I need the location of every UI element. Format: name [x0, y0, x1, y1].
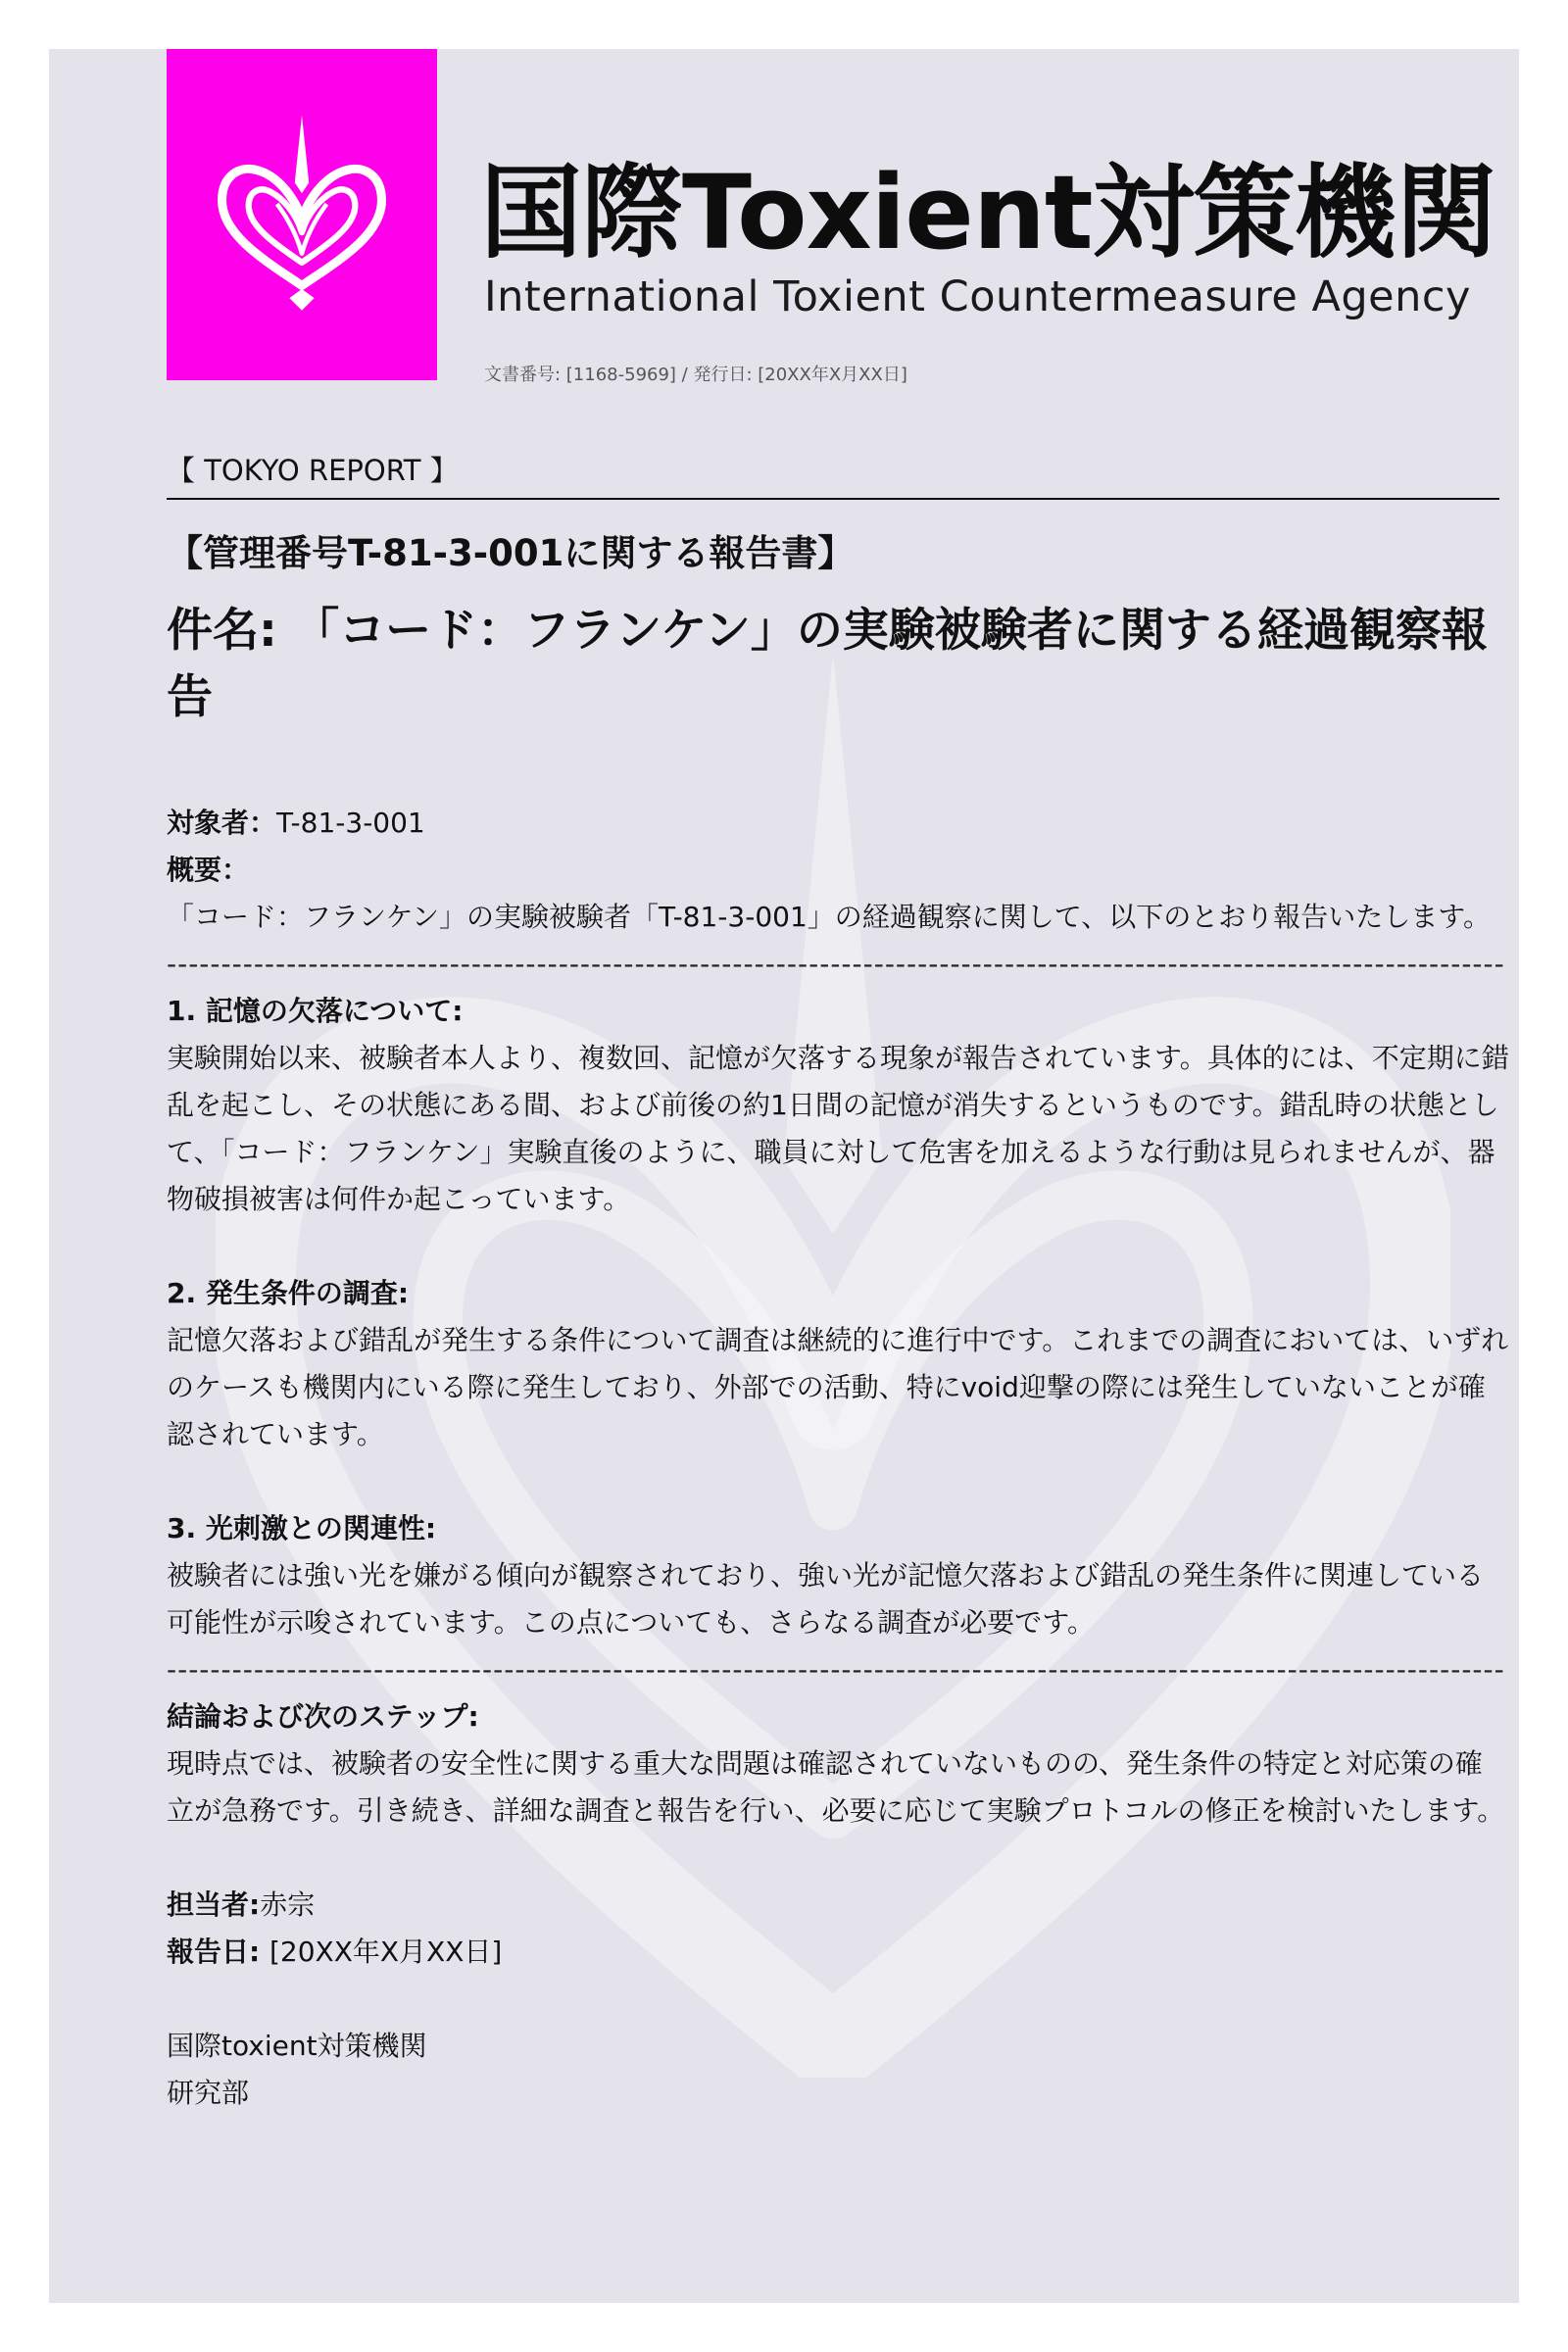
section-title: 1. 記憶の欠落について:	[167, 995, 464, 1027]
conclusion-text: 現時点では、被験者の安全性に関する重大な問題は確認されていないものの、発生条件の特定と対応策の確立が急務です。引き続き、詳細な調査と報告を行い、必要に応じて実験プロトコルの修正を検討いたします。	[167, 1747, 1505, 1827]
date-value: [20XX年X月XX日]	[269, 1936, 503, 1968]
heart-spire-emblem-icon	[209, 112, 395, 318]
section-text: 実験開始以来、被験者本人より、複数回、記憶が欠落する現象が報告されています。具体的には、不定期に錯乱を起こし、その状態にある間、および前後の約1日間の記憶が消失するというものです。錯乱時の状態として、「コード：フランケン」実験直後のように、職員に対して危害を加えるような行動は見られませんが、器物破損被害は何件か起こっています。	[167, 1042, 1509, 1215]
dashed-divider: ---------------------------------------------------------------------------------------------------------------------------	[167, 948, 1505, 980]
report-subject: 件名: 「コード：フランケン」の実験被験者に関する経過観察報告	[167, 604, 1488, 725]
document-meta: 文書番号: [1168-5969] / 発行日: [20XX年X月XX日]	[484, 365, 907, 385]
section-tag: 【 TOKYO REPORT 】	[167, 454, 459, 487]
logo-block	[167, 49, 437, 380]
subject-value: T-81-3-001	[276, 807, 425, 839]
person-line	[167, 1882, 1509, 1929]
agency-name-en: International Toxient Countermeasure Agency	[484, 272, 1471, 321]
report-page	[49, 49, 1519, 2303]
section-title: 3. 光刺激との関連性:	[167, 1512, 437, 1544]
report-heading: 【管理番号T-81-3-001に関する報告書】	[167, 532, 855, 574]
spacer	[167, 1976, 1509, 2023]
section-text: 被験者には強い光を嫌がる傾向が観察されており、強い光が記憶欠落および錯乱の発生条件に関連している可能性が示唆されています。この点についても、さらなる調査が必要です。	[167, 1559, 1485, 1639]
conclusion-title: 結論および次のステップ:	[167, 1700, 479, 1733]
subject-label: 対象者：	[167, 807, 277, 839]
spacer	[167, 1458, 1509, 1505]
footer-org: 国際toxient対策機関	[167, 2030, 427, 2062]
summary-text: 「コード：フランケン」の実験被験者「T-81-3-001」の経過観察に関して、以下のとおり報告いたします。	[167, 901, 1491, 933]
dashed-divider: ---------------------------------------------------------------------------------------------------------------------------	[167, 1653, 1505, 1686]
person-value: 赤宗	[260, 1888, 316, 1921]
spacer	[167, 1835, 1509, 1882]
spacer	[167, 1223, 1509, 1270]
date-line	[167, 1929, 1509, 1976]
person-label: 担当者:	[167, 1888, 261, 1921]
summary-label: 概要：	[167, 854, 250, 886]
subject-line	[167, 800, 1509, 847]
date-label: 報告日:	[167, 1936, 270, 1968]
report-body	[167, 800, 1509, 2117]
header-divider	[167, 498, 1499, 500]
footer-dept: 研究部	[167, 2077, 250, 2109]
section-title: 2. 発生条件の調査:	[167, 1277, 410, 1309]
section-text: 記憶欠落および錯乱が発生する条件について調査は継続的に進行中です。これまでの調査においては、いずれのケースも機関内にいる際に発生しており、外部での活動、特にvoid迎撃の際には発生していないことが確認されています。	[167, 1324, 1509, 1450]
agency-name-ja: 国際Toxient対策機関	[480, 153, 1496, 272]
